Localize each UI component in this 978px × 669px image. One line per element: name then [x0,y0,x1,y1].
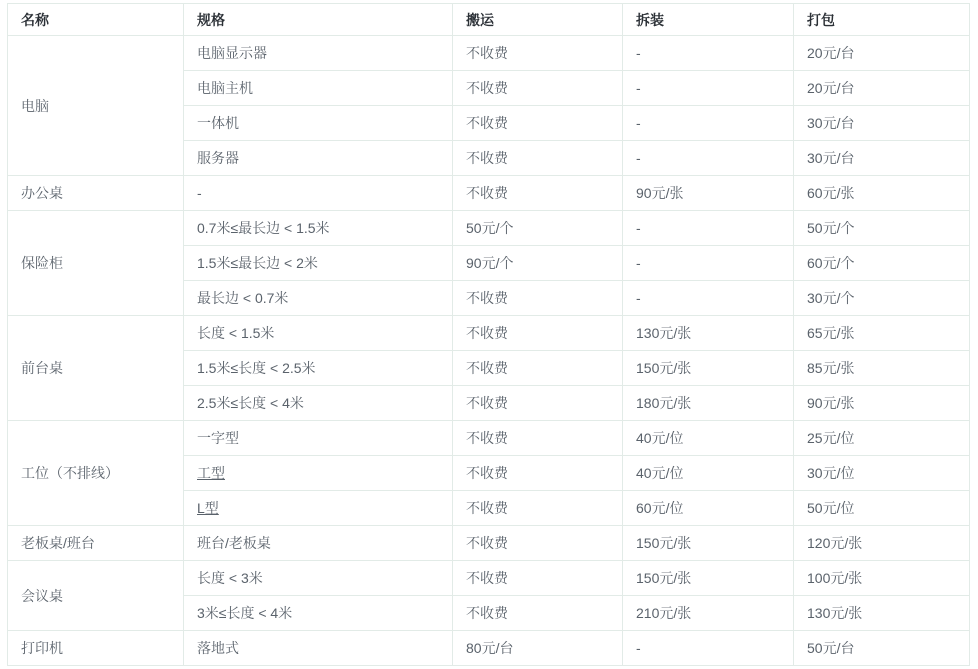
pack-fee-cell: 50元/位 [794,491,970,526]
column-header-spec: 规格 [184,4,453,36]
disassembly-fee-cell: 40元/位 [623,421,794,456]
disassembly-fee-cell: 150元/张 [623,526,794,561]
pack-fee-cell: 65元/张 [794,316,970,351]
move-fee-cell: 不收费 [453,386,623,421]
table-row [8,631,970,666]
item-name-cell: 电脑 [8,36,184,176]
item-name-cell: 前台桌 [8,316,184,421]
spec-cell: 电脑显示器 [184,36,453,71]
disassembly-fee-cell: - [623,281,794,316]
pack-fee-cell: 60元/个 [794,246,970,281]
table-row [8,176,970,211]
spec-cell: 工型 [184,456,453,491]
disassembly-fee-cell: - [623,141,794,176]
disassembly-fee-cell: - [623,631,794,666]
pack-fee-cell: 20元/台 [794,71,970,106]
spec-cell: 落地式 [184,631,453,666]
table-row [8,421,970,456]
move-fee-cell: 80元/台 [453,631,623,666]
table-row [8,316,970,351]
table-body [8,36,970,666]
moving-price-table [7,3,970,666]
disassembly-fee-cell: 40元/位 [623,456,794,491]
table-row [8,211,970,246]
move-fee-cell: 不收费 [453,316,623,351]
column-header-pack: 打包 [794,4,970,36]
move-fee-cell: 不收费 [453,561,623,596]
spec-cell: - [184,176,453,211]
pack-fee-cell: 30元/个 [794,281,970,316]
move-fee-cell: 不收费 [453,176,623,211]
move-fee-cell: 不收费 [453,351,623,386]
pack-fee-cell: 130元/张 [794,596,970,631]
pack-fee-cell: 20元/台 [794,36,970,71]
price-table-wrapper [7,3,969,666]
table-row [8,36,970,71]
item-name-cell: 打印机 [8,631,184,666]
disassembly-fee-cell: 210元/张 [623,596,794,631]
spec-cell: 一体机 [184,106,453,141]
column-header-name: 名称 [8,4,184,36]
move-fee-cell: 不收费 [453,281,623,316]
item-name-cell: 会议桌 [8,561,184,631]
pack-fee-cell: 100元/张 [794,561,970,596]
move-fee-cell: 不收费 [453,106,623,141]
spec-cell: 电脑主机 [184,71,453,106]
move-fee-cell: 不收费 [453,36,623,71]
move-fee-cell: 90元/个 [453,246,623,281]
spec-cell: 长度 < 1.5米 [184,316,453,351]
spec-cell: 班台/老板桌 [184,526,453,561]
spec-cell: 2.5米≤长度 < 4米 [184,386,453,421]
pack-fee-cell: 50元/台 [794,631,970,666]
spec-cell: 1.5米≤最长边 < 2米 [184,246,453,281]
spec-cell: 长度 < 3米 [184,561,453,596]
column-header-disassembly: 拆装 [623,4,794,36]
spec-cell: 最长边 < 0.7米 [184,281,453,316]
disassembly-fee-cell: 60元/位 [623,491,794,526]
item-name-cell: 工位（不排线） [8,421,184,526]
disassembly-fee-cell: - [623,36,794,71]
disassembly-fee-cell: 180元/张 [623,386,794,421]
move-fee-cell: 不收费 [453,526,623,561]
pack-fee-cell: 25元/位 [794,421,970,456]
spec-cell: 1.5米≤长度 < 2.5米 [184,351,453,386]
pack-fee-cell: 90元/张 [794,386,970,421]
disassembly-fee-cell: - [623,71,794,106]
pack-fee-cell: 30元/位 [794,456,970,491]
spec-cell: 0.7米≤最长边 < 1.5米 [184,211,453,246]
move-fee-cell: 不收费 [453,71,623,106]
pack-fee-cell: 85元/张 [794,351,970,386]
disassembly-fee-cell: 150元/张 [623,351,794,386]
header-row [8,4,970,36]
move-fee-cell: 不收费 [453,456,623,491]
item-name-cell: 保险柜 [8,211,184,316]
spec-cell: 一字型 [184,421,453,456]
move-fee-cell: 不收费 [453,596,623,631]
item-name-cell: 办公桌 [8,176,184,211]
spec-cell: 3米≤长度 < 4米 [184,596,453,631]
disassembly-fee-cell: 150元/张 [623,561,794,596]
move-fee-cell: 不收费 [453,491,623,526]
disassembly-fee-cell: 90元/张 [623,176,794,211]
spec-cell: 服务器 [184,141,453,176]
item-name-cell: 老板桌/班台 [8,526,184,561]
disassembly-fee-cell: - [623,106,794,141]
pack-fee-cell: 30元/台 [794,106,970,141]
pack-fee-cell: 60元/张 [794,176,970,211]
disassembly-fee-cell: 130元/张 [623,316,794,351]
table-row [8,526,970,561]
pack-fee-cell: 120元/张 [794,526,970,561]
table-row [8,561,970,596]
move-fee-cell: 50元/个 [453,211,623,246]
disassembly-fee-cell: - [623,211,794,246]
pack-fee-cell: 50元/个 [794,211,970,246]
table-header [8,4,970,36]
move-fee-cell: 不收费 [453,421,623,456]
column-header-move: 搬运 [453,4,623,36]
disassembly-fee-cell: - [623,246,794,281]
pack-fee-cell: 30元/台 [794,141,970,176]
spec-cell: L型 [184,491,453,526]
move-fee-cell: 不收费 [453,141,623,176]
